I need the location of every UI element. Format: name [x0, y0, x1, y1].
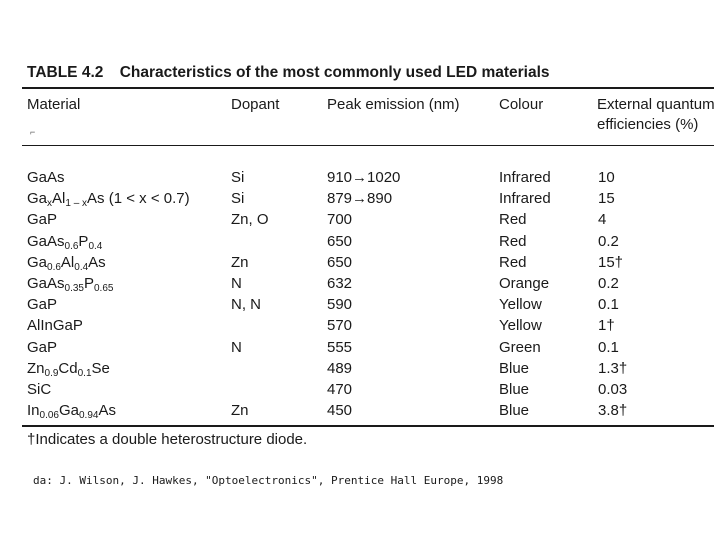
cell-material — [27, 188, 190, 209]
cell-peak-emission: 650 — [327, 253, 353, 271]
material-text: P — [83, 275, 94, 292]
cell-efficiency: 0.1 — [598, 296, 619, 314]
material-subscript: 0.4 — [88, 240, 103, 252]
material-subscript: 0.4 — [74, 261, 89, 273]
material-text: GaP — [27, 296, 58, 314]
material-subscript: 0.06 — [39, 410, 59, 422]
material-text: Cd — [58, 359, 78, 377]
material-subscript: 0.9 — [44, 367, 59, 379]
cell-peak-emission: 570 — [327, 317, 353, 335]
bottom-rule — [22, 425, 714, 427]
material-text: GaAs — [27, 232, 65, 250]
cell-colour: Blue — [499, 402, 530, 420]
material-subscript: x — [47, 198, 53, 210]
material-subscript: 1 – x — [65, 198, 88, 210]
cell-efficiency: 4 — [598, 211, 607, 229]
material-text: Al — [60, 253, 75, 271]
material-text: P — [78, 232, 89, 250]
cell-material — [27, 252, 106, 273]
table-row — [0, 209, 720, 230]
cell-material — [27, 315, 83, 336]
cell-colour: Infrared — [499, 190, 551, 208]
table-row — [0, 167, 720, 188]
material-text: Ga — [58, 402, 79, 420]
table-row — [0, 379, 720, 400]
cell-dopant: Zn — [231, 402, 249, 420]
cell-peak-emission: 632 — [327, 275, 353, 292]
scan-mark: ⌐ — [30, 127, 36, 137]
cell-colour: Yellow — [499, 296, 542, 314]
header-efficiency-line2: efficiencies (%) — [597, 116, 699, 133]
cell-dopant: Si — [231, 169, 245, 186]
cell-material — [27, 273, 113, 294]
material-text: GaAs — [27, 275, 65, 292]
material-text: GaP — [27, 338, 58, 356]
cell-material — [27, 379, 51, 400]
cell-colour: Red — [499, 253, 527, 271]
material-text: AlInGaP — [27, 317, 83, 335]
table-title — [27, 64, 550, 82]
cell-dopant: Zn, O — [231, 211, 269, 229]
cell-material — [27, 231, 102, 252]
cell-colour: Yellow — [499, 317, 542, 335]
table-row — [0, 337, 720, 358]
cell-colour: Orange — [499, 275, 550, 292]
table-row — [0, 252, 720, 273]
material-text: SiC — [27, 381, 52, 398]
material-text: Se — [91, 359, 110, 377]
table-row — [0, 358, 720, 379]
material-subscript: 0.6 — [64, 240, 79, 252]
cell-dopant: Si — [231, 190, 245, 208]
header-efficiency — [597, 95, 715, 135]
table-row — [0, 231, 720, 252]
cell-efficiency: 15† — [598, 253, 624, 271]
cell-peak-emission: 650 — [327, 232, 353, 250]
cell-efficiency: 0.1 — [598, 338, 619, 356]
header-dopant: Dopant — [231, 96, 280, 113]
cell-efficiency: 0.2 — [598, 232, 619, 250]
cell-peak-emission: 879→890 — [327, 190, 393, 208]
cell-peak-emission: 489 — [327, 359, 353, 377]
cell-dopant: Zn — [231, 253, 249, 271]
cell-colour: Red — [499, 211, 527, 229]
cell-dopant: N, N — [231, 296, 261, 314]
table-row — [0, 315, 720, 336]
material-text: As — [88, 253, 106, 271]
cell-material — [27, 167, 65, 188]
cell-peak-emission: 590 — [327, 296, 353, 314]
top-rule — [22, 87, 714, 89]
cell-efficiency: 1.3† — [598, 359, 628, 377]
material-text: GaP — [27, 211, 58, 229]
cell-peak-emission: 910→1020 — [327, 169, 401, 186]
material-text: Ga — [27, 253, 48, 271]
cell-efficiency: 15 — [598, 190, 615, 208]
material-subscript: 0.1 — [77, 367, 92, 379]
table-row — [0, 188, 720, 209]
cell-efficiency: 1† — [598, 317, 615, 335]
header-rule — [22, 145, 714, 146]
table-row — [0, 294, 720, 315]
cell-peak-emission: 450 — [327, 402, 353, 420]
header-peak-emission: Peak emission (nm) — [327, 96, 460, 113]
header-material: Material — [27, 96, 81, 113]
cell-peak-emission: 700 — [327, 211, 353, 229]
cell-efficiency: 0.03 — [598, 381, 628, 398]
cell-dopant: N — [231, 275, 242, 292]
cell-material — [27, 209, 57, 230]
material-text: As — [98, 402, 116, 420]
cell-material — [27, 294, 57, 315]
cell-colour: Blue — [499, 359, 530, 377]
cell-peak-emission: 470 — [327, 381, 353, 398]
table-row — [0, 273, 720, 294]
cell-dopant: N — [231, 338, 242, 356]
cell-material — [27, 400, 116, 421]
material-subscript: 0.6 — [47, 261, 61, 273]
cell-peak-emission: 555 — [327, 338, 353, 356]
material-text: Ga — [27, 190, 48, 208]
cell-efficiency: 0.2 — [598, 275, 619, 292]
cell-material — [27, 358, 110, 379]
material-subscript: 0.65 — [94, 283, 114, 294]
material-text: Al — [52, 190, 66, 208]
material-subscript: 0.35 — [64, 283, 84, 294]
table-caption: Characteristics of the most commonly used LED materials — [119, 64, 550, 81]
table-number: TABLE 4.2 — [27, 64, 104, 81]
material-text: As (1 < x < 0.7) — [87, 190, 190, 208]
cell-colour: Green — [499, 338, 541, 356]
cell-colour: Red — [499, 232, 527, 250]
cell-material — [27, 337, 57, 358]
table-row — [0, 400, 720, 421]
cell-colour: Blue — [499, 381, 530, 398]
cell-efficiency: 10 — [598, 169, 615, 186]
material-text: Zn — [27, 359, 45, 377]
header-efficiency-line1: External quantum — [597, 96, 715, 113]
cell-colour: Infrared — [499, 169, 551, 186]
material-subscript: 0.94 — [79, 410, 99, 422]
table-footnote: †Indicates a double heterostructure diode. — [27, 431, 308, 448]
source-citation: da: J. Wilson, J. Hawkes, "Optoelectronics", Prentice Hall Europe, 1998 — [33, 474, 504, 487]
header-colour: Colour — [499, 96, 544, 113]
material-text: In — [27, 402, 40, 420]
material-text: GaAs — [27, 169, 65, 186]
cell-efficiency: 3.8† — [598, 402, 628, 420]
